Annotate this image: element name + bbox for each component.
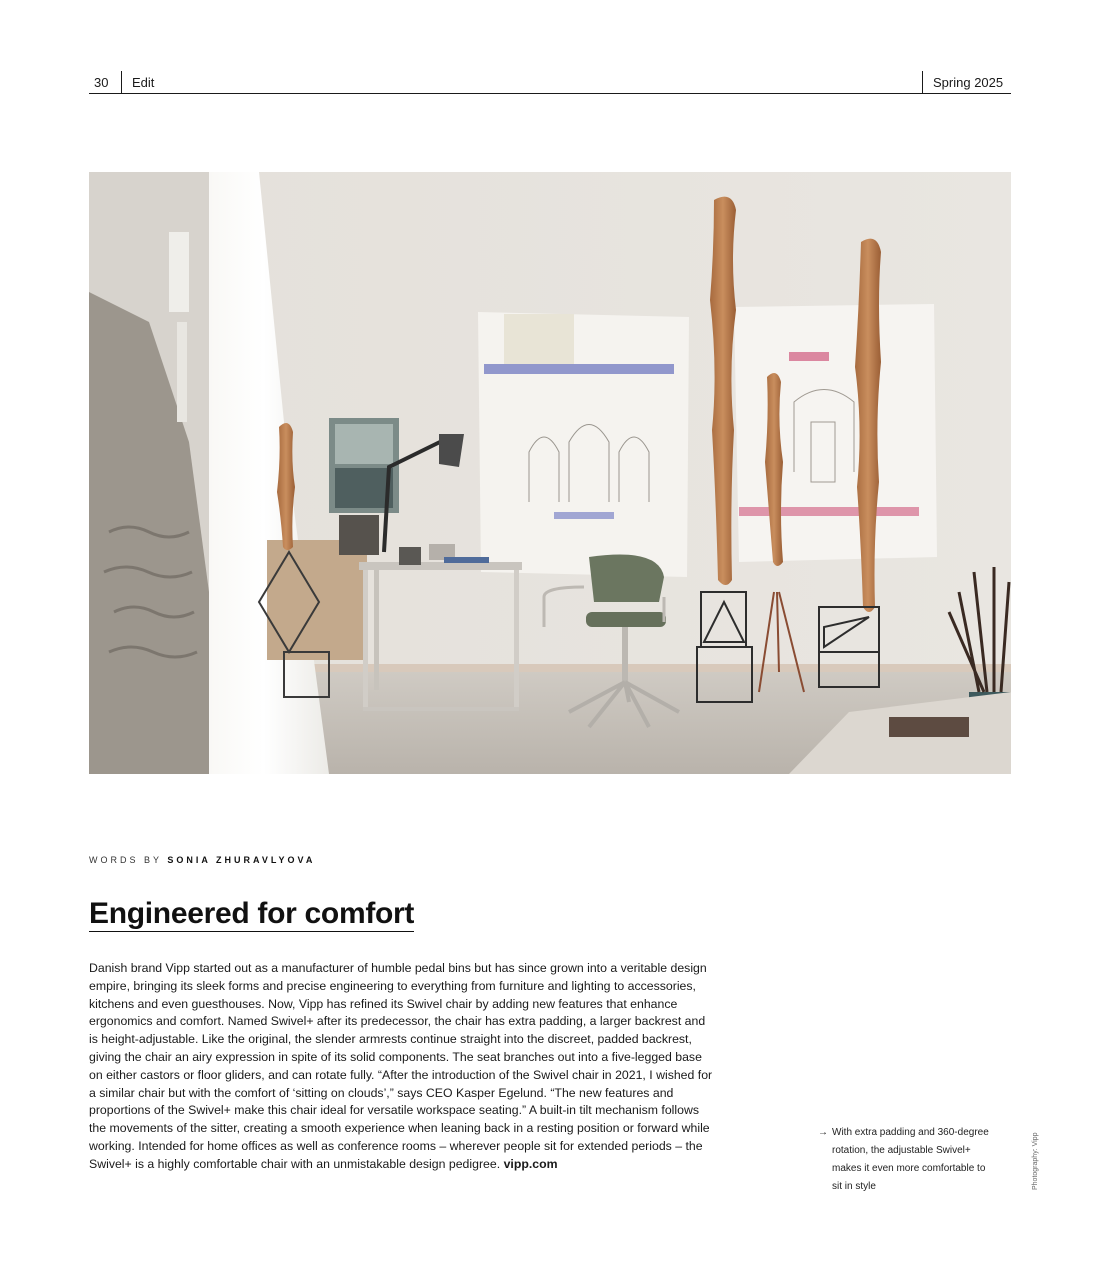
running-header <box>89 70 1011 94</box>
arrow-right-icon: → <box>818 1127 828 1138</box>
byline-author: SONIA ZHURAVLYOVA <box>167 855 316 865</box>
issue-label: Spring 2025 <box>922 71 1011 93</box>
page-number: 30 <box>94 75 109 90</box>
photo-caption <box>818 1124 998 1196</box>
article-body <box>89 960 714 1174</box>
photo-credit: Photography: Vipp <box>1032 1132 1039 1190</box>
section-label: Edit <box>121 71 154 93</box>
byline-prefix: WORDS BY <box>89 855 162 865</box>
vipp-link[interactable]: vipp.com <box>503 1156 558 1171</box>
caption-text: With extra padding and 360-degree rotation, the adjustable Swivel+ makes it even more comfortable to sit in style <box>832 1127 989 1192</box>
hero-photo <box>89 172 1011 774</box>
article-body-text: Danish brand Vipp started out as a manufacturer of humble pedal bins but has since grown into a veritable design empire, bringing its sleek forms and precise engineering to everything from furniture and lighting to accessories, kitchens and even guesthouses. Now, Vipp has refined its Swivel chair by adding new features that enhance ergonomics and comfort. Named Swivel+ after its predecessor, the chair has extra padding, a larger backrest and is height-adjustable. Like the original, the slender armrests continue straight into the discreet, padded backrest, giving the chair an airy expression in spite of its solid components. The seat branches out into a five-legged base on either castors or floor gliders, and can rotate fully. “After the introduction of the Swivel chair in 2021, I wished for a similar chair but with the comfort of ‘sitting on clouds’,” says CEO Kasper Egelund. “The new features and proportions of the Swivel+ make this chair ideal for versatile workspace seating.” A built-in tilt mechanism follows the movements of the sitter, creating a smooth experience when leaning back in a resting position or forward while working. Intended for home offices as well as conference rooms – wherever people sit for extended periods – the Swivel+ is a highly comfortable chair with an unmistakable design pedigree. <box>89 961 713 1171</box>
article-title: Engineered for comfort <box>89 897 415 930</box>
byline <box>89 855 315 865</box>
